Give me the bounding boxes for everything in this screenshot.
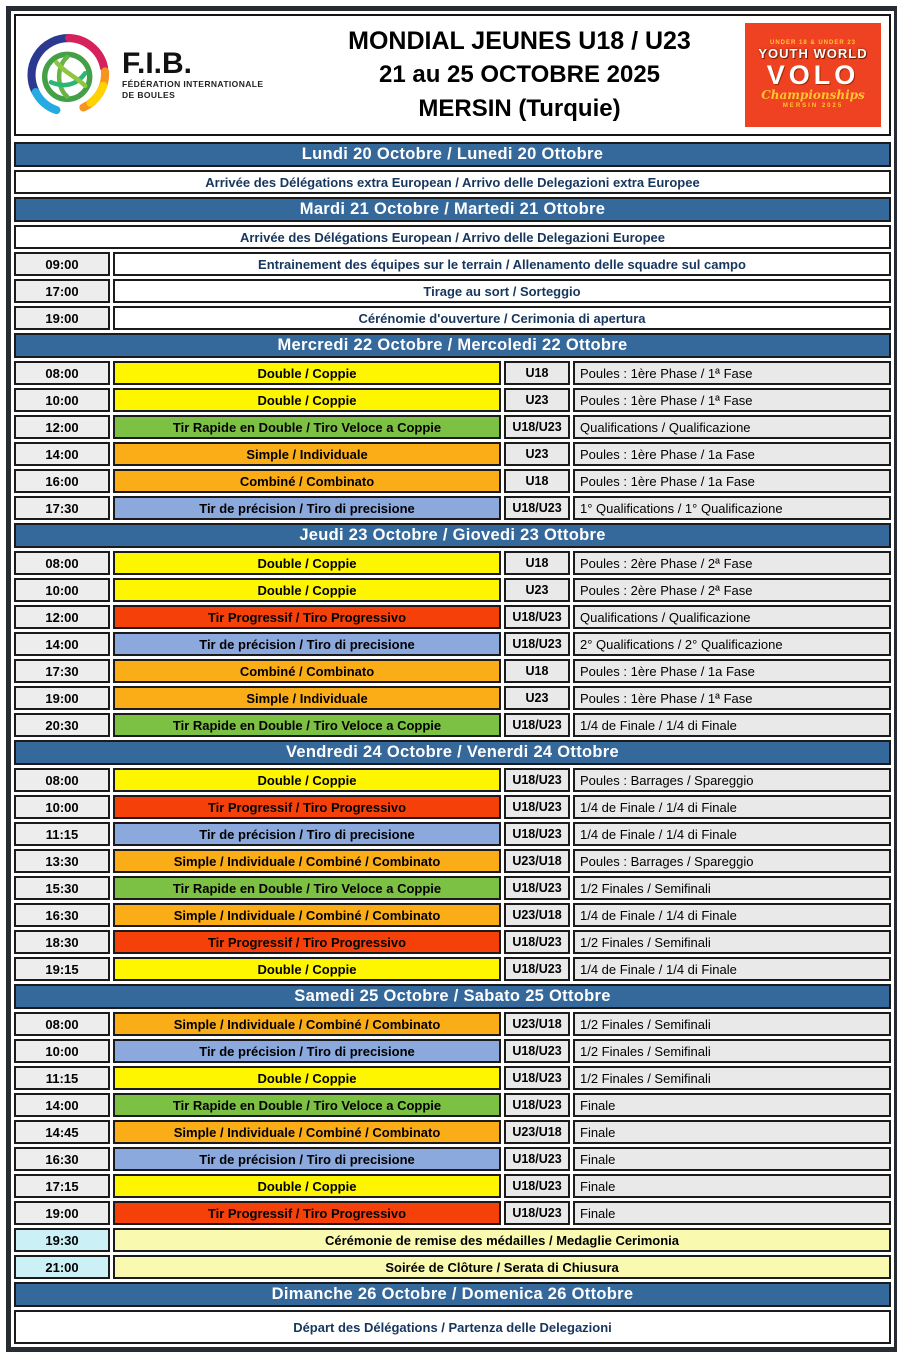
category-cell: U23 (504, 388, 570, 412)
time-cell: 20:30 (14, 713, 110, 737)
time-cell: 16:30 (14, 1147, 110, 1171)
category-cell: U18/U23 (504, 795, 570, 819)
volo-logo-bottomline: MERSIN 2025 (782, 102, 844, 109)
activity-cell: Double / Coppie (113, 388, 501, 412)
time-cell: 14:45 (14, 1120, 110, 1144)
phase-cell: 1/4 de Finale / 1/4 di Finale (573, 713, 891, 737)
category-cell: U23/U18 (504, 903, 570, 927)
category-cell: U18/U23 (504, 1147, 570, 1171)
category-cell: U18/U23 (504, 1174, 570, 1198)
time-cell: 17:00 (14, 279, 110, 303)
phase-cell: 1° Qualifications / 1° Qualificazione (573, 496, 891, 520)
activity-cell: Double / Coppie (113, 361, 501, 385)
activity-cell: Entrainement des équipes sur le terrain / Allenamento delle squadre sul campo (113, 252, 891, 276)
day-header: Mardi 21 Octobre / Martedi 21 Ottobre (14, 197, 891, 222)
activity-cell: Soirée de Clôture / Serata di Chiusura (113, 1255, 891, 1279)
category-cell: U18/U23 (504, 930, 570, 954)
activity-cell: Combiné / Combinato (113, 659, 501, 683)
category-cell: U23 (504, 578, 570, 602)
phase-cell: 1/4 de Finale / 1/4 di Finale (573, 903, 891, 927)
activity-cell: Cérémonie de remise des médailles / Medaglie Cerimonia (113, 1228, 891, 1252)
time-cell: 21:00 (14, 1255, 110, 1279)
activity-cell: Départ des Délégations / Partenza delle Delegazioni (14, 1310, 891, 1344)
category-cell: U18/U23 (504, 415, 570, 439)
time-cell: 08:00 (14, 768, 110, 792)
activity-cell: Simple / Individuale / Combiné / Combinato (113, 1120, 501, 1144)
title-line1: MONDIAL JEUNES U18 / U23 (348, 26, 691, 55)
fib-acronym: F.I.B. (122, 47, 193, 81)
activity-cell: Double / Coppie (113, 1066, 501, 1090)
phase-cell: Qualifications / Qualificazione (573, 415, 891, 439)
phase-cell: Finale (573, 1093, 891, 1117)
category-cell: U18/U23 (504, 1066, 570, 1090)
time-cell: 19:30 (14, 1228, 110, 1252)
event-title (294, 28, 745, 122)
activity-cell: Tir Progressif / Tiro Progressivo (113, 605, 501, 629)
activity-cell: Cérénomie d'ouverture / Cerimonia di apertura (113, 306, 891, 330)
time-cell: 17:15 (14, 1174, 110, 1198)
fib-logo-block (24, 30, 294, 120)
category-cell: U18/U23 (504, 822, 570, 846)
day-header: Lundi 20 Octobre / Lunedi 20 Ottobre (14, 142, 891, 167)
time-cell: 16:30 (14, 903, 110, 927)
phase-cell: Finale (573, 1201, 891, 1225)
phase-cell: Poules : 2ère Phase / 2ª Fase (573, 578, 891, 602)
page-header (14, 14, 891, 136)
category-cell: U18 (504, 659, 570, 683)
activity-cell: Arrivée des Délégations European / Arrivo delle Delegazioni Europee (14, 225, 891, 249)
schedule-page (6, 6, 897, 1352)
activity-cell: Double / Coppie (113, 551, 501, 575)
day-header: Jeudi 23 Octobre / Giovedi 23 Ottobre (14, 523, 891, 548)
activity-cell: Tir de précision / Tiro di precisione (113, 1039, 501, 1063)
title-line2: 21 au 25 OCTOBRE 2025 (378, 61, 661, 89)
time-cell: 08:00 (14, 1012, 110, 1036)
time-cell: 10:00 (14, 578, 110, 602)
fib-logo-text (122, 49, 263, 100)
day-header: Mercredi 22 Octobre / Mercoledi 22 Ottobre (14, 333, 891, 358)
time-cell: 10:00 (14, 795, 110, 819)
category-cell: U18/U23 (504, 1039, 570, 1063)
phase-cell: Poules : 1ère Phase / 1a Fase (573, 469, 891, 493)
activity-cell: Tirage au sort / Sorteggio (113, 279, 891, 303)
time-cell: 17:30 (14, 496, 110, 520)
time-cell: 09:00 (14, 252, 110, 276)
activity-cell: Tir Rapide en Double / Tiro Veloce a Coppie (113, 1093, 501, 1117)
time-cell: 08:00 (14, 361, 110, 385)
activity-cell: Simple / Individuale / Combiné / Combinato (113, 1012, 501, 1036)
phase-cell: Poules : Barrages / Spareggio (573, 849, 891, 873)
activity-cell: Arrivée des Délégations extra European / Arrivo delle Delegazioni extra Europee (14, 170, 891, 194)
phase-cell: Poules : 1ère Phase / 1a Fase (573, 442, 891, 466)
category-cell: U18/U23 (504, 876, 570, 900)
schedule-grid (11, 139, 894, 1347)
activity-cell: Tir de précision / Tiro di precisione (113, 632, 501, 656)
phase-cell: 1/4 de Finale / 1/4 di Finale (573, 795, 891, 819)
phase-cell: Poules : 2ère Phase / 2ª Fase (573, 551, 891, 575)
time-cell: 12:00 (14, 605, 110, 629)
category-cell: U18/U23 (504, 957, 570, 981)
phase-cell: Poules : 1ère Phase / 1ª Fase (573, 361, 891, 385)
category-cell: U23/U18 (504, 1012, 570, 1036)
activity-cell: Tir Progressif / Tiro Progressivo (113, 1201, 501, 1225)
time-cell: 14:00 (14, 1093, 110, 1117)
time-cell: 19:00 (14, 686, 110, 710)
time-cell: 08:00 (14, 551, 110, 575)
volo-logo-championships: Championships (761, 88, 865, 103)
time-cell: 11:15 (14, 1066, 110, 1090)
category-cell: U23/U18 (504, 849, 570, 873)
phase-cell: Finale (573, 1147, 891, 1171)
activity-cell: Tir Rapide en Double / Tiro Veloce a Coppie (113, 876, 501, 900)
category-cell: U18 (504, 469, 570, 493)
phase-cell: Finale (573, 1120, 891, 1144)
time-cell: 17:30 (14, 659, 110, 683)
phase-cell: 1/2 Finales / Semifinali (573, 930, 891, 954)
time-cell: 12:00 (14, 415, 110, 439)
category-cell: U18/U23 (504, 632, 570, 656)
category-cell: U18/U23 (504, 605, 570, 629)
category-cell: U18/U23 (504, 1201, 570, 1225)
day-header: Samedi 25 Octobre / Sabato 25 Ottobre (14, 984, 891, 1009)
time-cell: 10:00 (14, 1039, 110, 1063)
activity-cell: Tir de précision / Tiro di precisione (113, 496, 501, 520)
day-header: Vendredi 24 Octobre / Venerdi 24 Ottobre (14, 740, 891, 765)
category-cell: U23/U18 (504, 1120, 570, 1144)
activity-cell: Double / Coppie (113, 957, 501, 981)
activity-cell: Tir Rapide en Double / Tiro Veloce a Coppie (113, 415, 501, 439)
phase-cell: 1/2 Finales / Semifinali (573, 1012, 891, 1036)
time-cell: 14:00 (14, 632, 110, 656)
category-cell: U18 (504, 361, 570, 385)
phase-cell: Finale (573, 1174, 891, 1198)
activity-cell: Simple / Individuale / Combiné / Combinato (113, 849, 501, 873)
phase-cell: 1/2 Finales / Semifinali (573, 876, 891, 900)
fib-subtitle-line2: DE BOULES (122, 90, 176, 100)
activity-cell: Double / Coppie (113, 768, 501, 792)
time-cell: 16:00 (14, 469, 110, 493)
time-cell: 11:15 (14, 822, 110, 846)
time-cell: 19:00 (14, 306, 110, 330)
activity-cell: Simple / Individuale (113, 686, 501, 710)
category-cell: U18/U23 (504, 768, 570, 792)
category-cell: U23 (504, 686, 570, 710)
category-cell: U18/U23 (504, 1093, 570, 1117)
time-cell: 14:00 (14, 442, 110, 466)
youth-world-volo-logo (745, 23, 881, 127)
activity-cell: Tir Progressif / Tiro Progressivo (113, 930, 501, 954)
activity-cell: Tir Progressif / Tiro Progressivo (113, 795, 501, 819)
phase-cell: Poules : 1ère Phase / 1ª Fase (573, 388, 891, 412)
volo-logo-topline: UNDER 18 & UNDER 23 (769, 40, 857, 47)
phase-cell: Qualifications / Qualificazione (573, 605, 891, 629)
fib-logo-icon (24, 30, 114, 120)
category-cell: U18/U23 (504, 496, 570, 520)
activity-cell: Combiné / Combinato (113, 469, 501, 493)
time-cell: 10:00 (14, 388, 110, 412)
activity-cell: Tir de précision / Tiro di precisione (113, 1147, 501, 1171)
time-cell: 13:30 (14, 849, 110, 873)
activity-cell: Tir de précision / Tiro di precisione (113, 822, 501, 846)
phase-cell: 2° Qualifications / 2° Qualificazione (573, 632, 891, 656)
category-cell: U23 (504, 442, 570, 466)
time-cell: 19:00 (14, 1201, 110, 1225)
time-cell: 19:15 (14, 957, 110, 981)
volo-logo-volo: VOLO (766, 60, 860, 91)
phase-cell: Poules : 1ère Phase / 1ª Fase (573, 686, 891, 710)
category-cell: U18/U23 (504, 713, 570, 737)
category-cell: U18 (504, 551, 570, 575)
time-cell: 18:30 (14, 930, 110, 954)
phase-cell: Poules : Barrages / Spareggio (573, 768, 891, 792)
phase-cell: 1/2 Finales / Semifinali (573, 1066, 891, 1090)
phase-cell: 1/4 de Finale / 1/4 di Finale (573, 822, 891, 846)
day-header: Dimanche 26 Octobre / Domenica 26 Ottobre (14, 1282, 891, 1307)
activity-cell: Simple / Individuale (113, 442, 501, 466)
activity-cell: Tir Rapide en Double / Tiro Veloce a Coppie (113, 713, 501, 737)
activity-cell: Double / Coppie (113, 578, 501, 602)
phase-cell: 1/4 de Finale / 1/4 di Finale (573, 957, 891, 981)
phase-cell: Poules : 1ère Phase / 1a Fase (573, 659, 891, 683)
volo-logo-youth-world: YOUTH WORLD (758, 46, 868, 62)
fib-subtitle-line1: FÉDÉRATION INTERNATIONALE (122, 79, 264, 90)
phase-cell: 1/2 Finales / Semifinali (573, 1039, 891, 1063)
activity-cell: Double / Coppie (113, 1174, 501, 1198)
time-cell: 15:30 (14, 876, 110, 900)
title-line3: MERSIN (Turquie) (418, 94, 621, 122)
activity-cell: Simple / Individuale / Combiné / Combinato (113, 903, 501, 927)
